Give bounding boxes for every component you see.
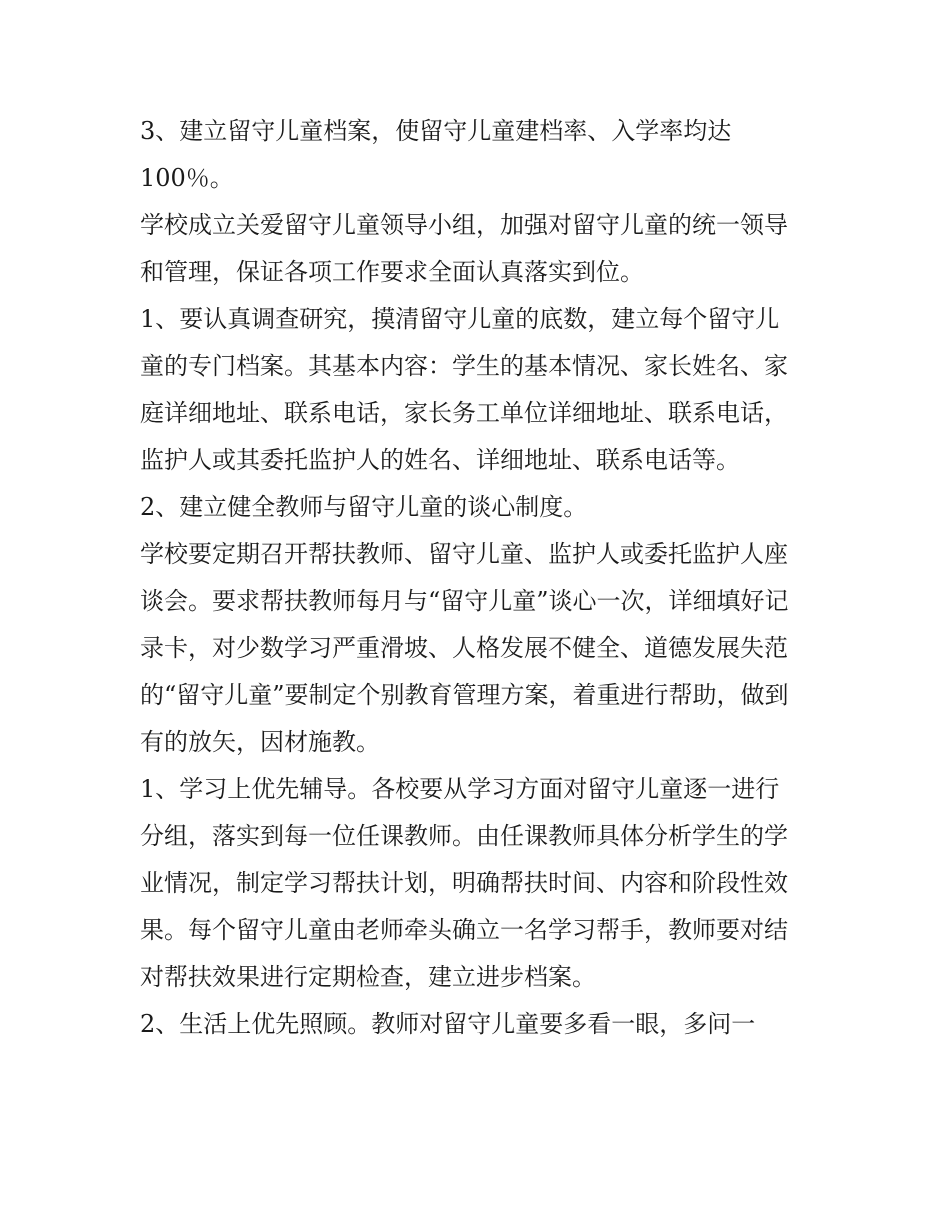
text-line-5: 1、要认真调查研究，摸清留守儿童的底数，建立每个留守儿 [140,305,780,333]
text-line-17: 业情况，制定学习帮扶计划，明确帮扶时间、内容和阶段性效 [140,869,788,897]
text-line-1: 3、建立留守儿童档案，使留守儿童建档率、入学率均达 [140,117,732,145]
document-body [140,108,820,1048]
text-line-9: 2、建立健全教师与留守儿童的谈心制度。 [140,493,588,521]
text-line-12: 录卡，对少数学习严重滑坡、人格发展不健全、道德发展失范 [140,634,788,662]
text-line-6: 童的专门档案。其基本内容：学生的基本情况、家长姓名、家 [140,352,788,380]
text-line-13: 的“留守儿童”要制定个别教育管理方案，着重进行帮助，做到 [140,681,789,709]
text-line-18: 果。每个留守儿童由老师牵头确立一名学习帮手，教师要对结 [140,916,788,944]
text-line-14: 有的放矢，因材施教。 [140,728,380,756]
text-line-19: 对帮扶效果进行定期检查，建立进步档案。 [140,963,596,991]
text-line-7: 庭详细地址、联系电话，家长务工单位详细地址、联系电话， [140,399,788,427]
text-line-11: 谈会。要求帮扶教师每月与“留守儿童”谈心一次，详细填好记 [140,587,789,615]
text-line-3: 学校成立关爱留守儿童领导小组，加强对留守儿童的统一领导 [140,211,788,239]
text-line-4: 和管理，保证各项工作要求全面认真落实到位。 [140,258,644,286]
text-line-15: 1、学习上优先辅导。各校要从学习方面对留守儿童逐一进行 [140,775,780,803]
text-line-16: 分组，落实到每一位任课教师。由任课教师具体分析学生的学 [140,822,788,850]
text-line-20: 2、生活上优先照顾。教师对留守儿童要多看一眼，多问一 [140,1010,756,1038]
text-line-10: 学校要定期召开帮扶教师、留守儿童、监护人或委托监护人座 [140,540,788,568]
text-line-8: 监护人或其委托监护人的姓名、详细地址、联系电话等。 [140,446,740,474]
text-line-2: 100％。 [140,164,234,192]
